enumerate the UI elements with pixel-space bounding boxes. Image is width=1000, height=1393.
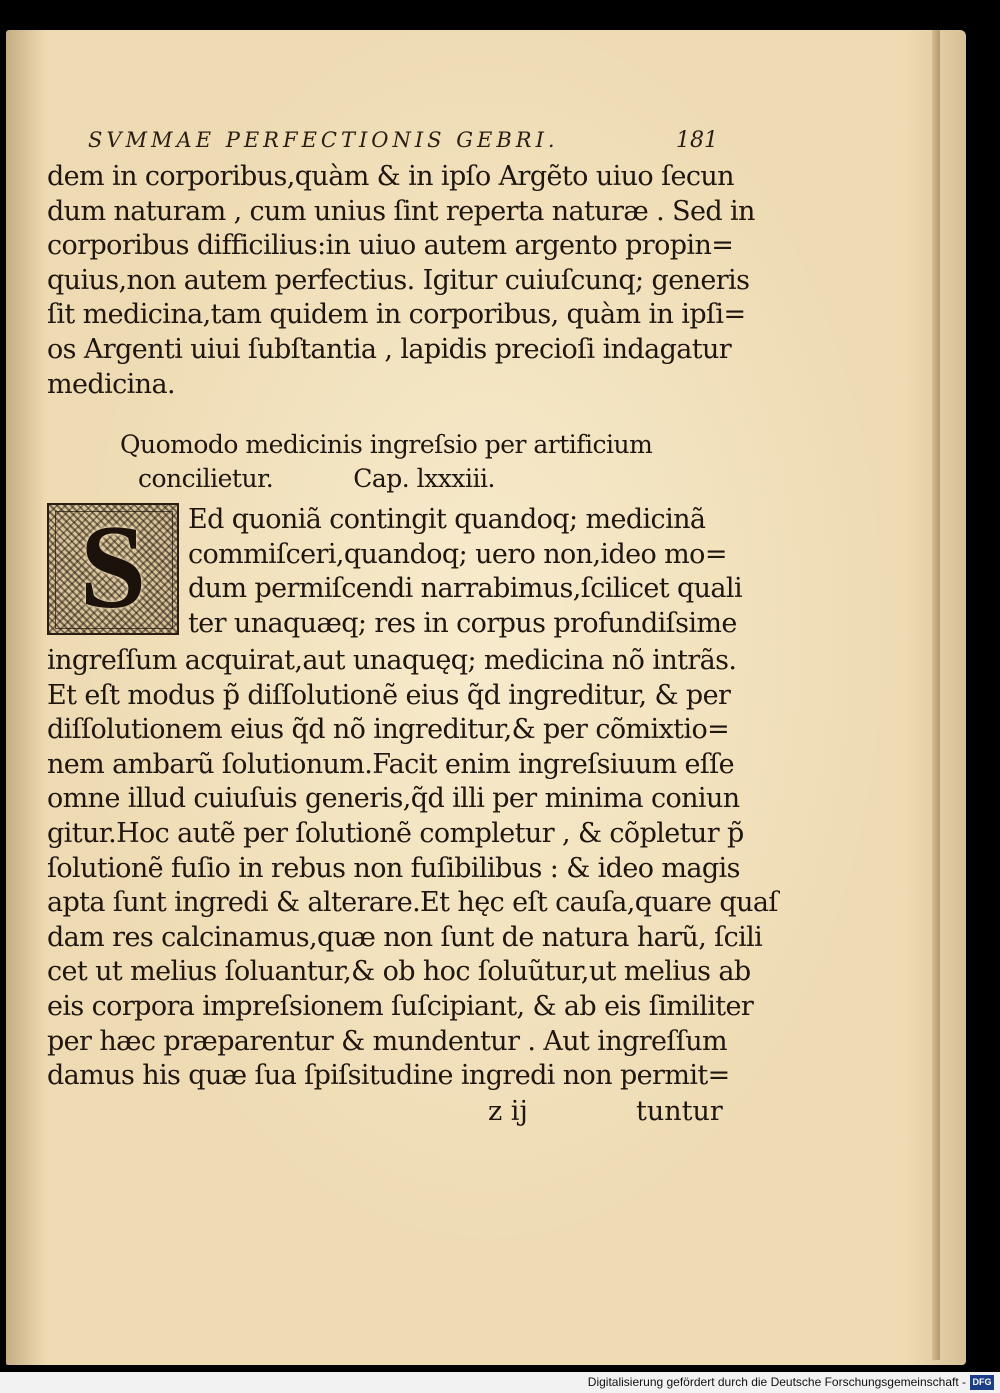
text-line: damus his quæ ſua ſpiſsitudine ingredi non permit= [47, 1060, 730, 1092]
chapter-heading-line: Quomodo medicinis ingreſsio per artificium [120, 430, 653, 459]
text-line: diſſolutionem eius q̃d nõ ingreditur,& per cõmixtio= [47, 714, 730, 746]
text-line: os Argenti uiui ſubſtantia , lapidis precioſi indagatur [47, 333, 732, 365]
text-line: corporibus difficilius:in uiuo autem argento propin= [47, 230, 734, 262]
text-line: gitur.Hoc autẽ per ſolutionẽ completur , & cõpletur p̃ [47, 817, 744, 849]
text-line: dum naturam , cum unius ſint reperta naturæ . Sed in [47, 195, 755, 227]
text-block-top [47, 160, 755, 402]
folio-number: 181 [676, 128, 718, 153]
chapter-heading-line-2 [120, 462, 720, 496]
text-line: ſit medicina,tam quidem in corporibus, quàm in ipſi= [47, 299, 746, 331]
funding-credit: Digitalisierung gefördert durch die Deutsche Forschungsgemeinschaft - [587, 1375, 966, 1389]
text-line: eis corpora impreſsionem ſuſcipiant, & ab eis ſimiliter [47, 990, 754, 1022]
text-line: ter unaquæq; res in corpus profundiſsime [188, 607, 737, 639]
signature-mark: z ij [488, 1096, 528, 1127]
footer-bar [0, 1372, 1000, 1393]
text-line: quius,non autem perfectius. Igitur cuiuſcunq; generis [47, 264, 750, 296]
initial-letter: S [79, 503, 147, 633]
text-line: dem in corporibus,quàm & in ipſo Argẽto uiuo ſecun [47, 161, 734, 192]
catchword: tuntur [636, 1096, 723, 1127]
text-line: dam res calcinamus,quæ non ſunt de natura harũ, ſcili [47, 921, 763, 953]
text-line: nem ambarũ ſolutionum.Facit enim ingreſsiuum eſſe [47, 748, 735, 780]
text-line: per hæc præparentur & mundentur . Aut ingreſſum [47, 1025, 728, 1057]
text-line: ingreſſum acquirat,aut unaquęq; medicina nõ intrãs. [47, 645, 737, 676]
chapter-heading-continuation: concilietur. [138, 464, 274, 493]
text-line: Et eſt modus p̃ diſſolutionẽ eius q̃d ingreditur, & per [47, 679, 731, 711]
running-head: SVMMAE PERFECTIONIS GEBRI. [88, 128, 559, 152]
text-block-body [47, 644, 778, 1094]
text-block-initial [188, 503, 742, 641]
text-line: medicina. [47, 368, 175, 400]
text-line: commiſceri,quandoq; uero non,ideo mo= [188, 538, 727, 570]
text-line: apta ſunt ingredi & alterare.Et hęc eſt cauſa,quare quaſ [47, 887, 778, 919]
dfg-logo: DFG [970, 1375, 994, 1390]
text-line: Ed quoniã contingit quandoq; medicinã [188, 504, 706, 535]
chapter-number: Cap. lxxxiii. [353, 464, 495, 493]
text-line: cet ut melius ſoluantur,& ob hoc ſoluũtur,ut melius ab [47, 956, 751, 988]
chapter-heading [120, 428, 720, 496]
text-line: dum permiſcendi narrabimus,ſcilicet quali [188, 573, 742, 605]
decorated-initial [47, 503, 179, 635]
text-line: ſolutionẽ fuſio in rebus non fuſibilibus : & ideo magis [47, 852, 740, 884]
text-line: omne illud cuiuſuis generis,q̃d illi per minima coniun [47, 783, 740, 815]
page-edge [932, 30, 940, 1360]
